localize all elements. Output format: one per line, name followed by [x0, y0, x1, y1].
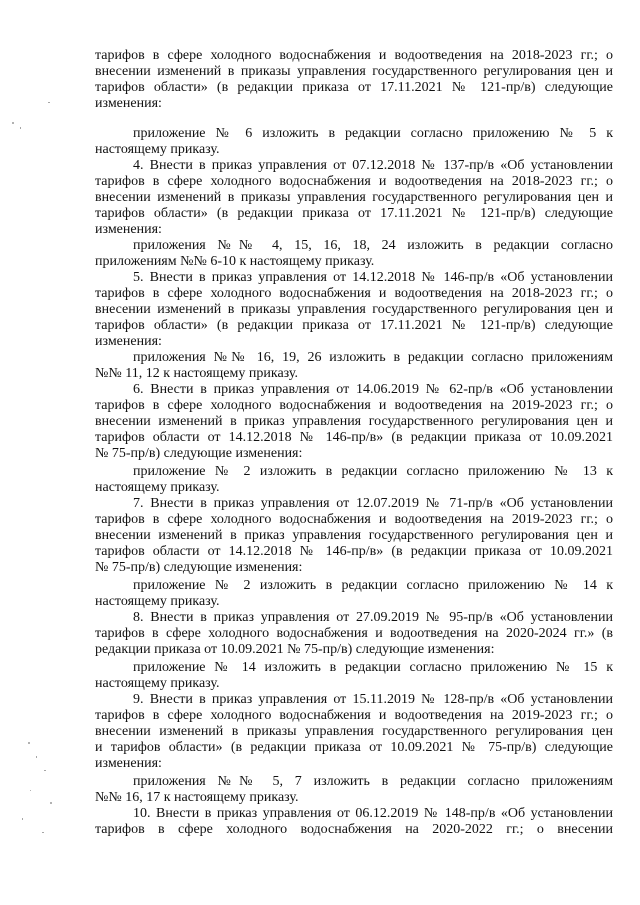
text-line: 5. Внести в приказ управления от 14.12.2018 № 146-пр/в «Об установлении	[133, 270, 613, 285]
text-line: тарифов области» (в редакции приказа от 17.11.2021 № 121-пр/в) следующие	[95, 318, 613, 333]
scan-speck	[12, 122, 14, 124]
text-line: приложение № 14 изложить в редакции согласно приложению № 15 к	[133, 660, 613, 675]
scan-speck	[44, 770, 46, 771]
text-line: тарифов области» (в редакции приказа от 17.11.2021 № 121-пр/в) следующие	[95, 206, 613, 221]
text-line: изменения:	[95, 334, 162, 349]
text-line: внесении изменений в приказы управления государственного регулирования цен	[95, 724, 613, 739]
text-line: приложения №№ 5, 7 изложить в редакции согласно приложениям	[133, 774, 613, 789]
text-line: приложения №№ 4, 15, 16, 18, 24 изложить в редакции согласно	[133, 238, 613, 253]
scan-speck	[50, 802, 52, 804]
scan-speck	[42, 832, 44, 833]
text-line: тарифов в сфере холодного водоснабжения и водоотведения на 2020-2024 гг.» (в	[95, 626, 613, 641]
scan-speck	[36, 756, 37, 758]
text-line: внесении изменений в приказ управления государственного регулирования цен и	[95, 528, 613, 543]
text-line: изменения:	[95, 756, 162, 771]
text-line: тарифов в сфере холодного водоснабжения и водоотведения на 2019-2023 гг.; о	[95, 708, 613, 723]
text-line: настоящему приказу.	[95, 676, 220, 691]
text-line: тарифов в сфере холодного водоснабжения и водоотведения на 2018-2023 гг.; о	[95, 286, 613, 301]
text-line: № 75-пр/в) следующие изменения:	[95, 560, 303, 575]
text-line: настоящему приказу.	[95, 142, 220, 157]
text-line: и тарифов области» (в редакции приказа от 10.09.2021 № 75-пр/в) следующие	[95, 740, 613, 755]
text-line: 6. Внести в приказ управления от 14.06.2019 № 62-пр/в «Об установлении	[133, 382, 613, 397]
text-line: приложениям №№ 6-10 к настоящему приказу.	[95, 254, 375, 269]
scan-speck	[22, 818, 23, 820]
text-line: настоящему приказу.	[95, 480, 220, 495]
text-line: настоящему приказу.	[95, 594, 220, 609]
text-line: тарифов в сфере холодного водоснабжения и водоотведения на 2019-2023 гг.; о	[95, 512, 613, 527]
text-line: редакции приказа от 10.09.2021 № 75-пр/в) следующие изменения:	[95, 642, 495, 657]
text-line: тарифов области от 14.12.2018 № 146-пр/в» (в редакции приказа от 10.09.2021	[95, 544, 613, 559]
text-line: № 75-пр/в) следующие изменения:	[95, 446, 303, 461]
text-line: изменения:	[95, 96, 162, 111]
text-line: тарифов области от 14.12.2018 № 146-пр/в» (в редакции приказа от 10.09.2021	[95, 430, 613, 445]
text-line: №№ 11, 12 к настоящему приказу.	[95, 366, 298, 381]
text-line: тарифов в сфере холодного водоснабжения и водоотведения на 2019-2023 гг.; о	[95, 398, 613, 413]
text-line: 9. Внести в приказ управления от 15.11.2019 № 128-пр/в «Об установлении	[133, 692, 613, 707]
text-line: 7. Внести в приказ управления от 12.07.2019 № 71-пр/в «Об установлении	[133, 496, 613, 511]
text-line: 4. Внести в приказ управления от 07.12.2018 № 137-пр/в «Об установлении	[133, 158, 613, 173]
text-line: изменения:	[95, 222, 162, 237]
text-line: внесении изменений в приказы управления государственного регулирования цен и	[95, 190, 613, 205]
text-line: приложение № 6 изложить в редакции согласно приложению № 5 к	[133, 126, 613, 141]
text-line: внесении изменений в приказы управления государственного регулирования цен и	[95, 64, 613, 79]
text-line: тарифов в сфере холодного водоснабжения и водоотведения на 2018-2023 гг.; о	[95, 48, 613, 63]
text-line: приложение № 2 изложить в редакции согласно приложению № 14 к	[133, 578, 613, 593]
text-line: внесении изменений в приказы управления государственного регулирования цен и	[95, 302, 613, 317]
text-line: тарифов в сфере холодного водоснабжения на 2020-2022 гг.; о внесении	[95, 822, 613, 837]
text-line: тарифов в сфере холодного водоснабжения и водоотведения на 2018-2023 гг.; о	[95, 174, 613, 189]
text-line: приложение № 2 изложить в редакции согласно приложению № 13 к	[133, 464, 613, 479]
scan-speck	[20, 127, 21, 129]
scan-speck	[28, 742, 30, 744]
text-line: №№ 16, 17 к настоящему приказу.	[95, 790, 299, 805]
text-line: 10. Внести в приказ управления от 06.12.2019 № 148-пр/в «Об установлении	[133, 806, 613, 821]
text-line: внесении изменений в приказ управления государственного регулирования цен и	[95, 414, 613, 429]
text-line: 8. Внести в приказ управления от 27.09.2019 № 95-пр/в «Об установлении	[133, 610, 613, 625]
text-line: приложения №№ 16, 19, 26 изложить в редакции согласно приложениям	[133, 350, 613, 365]
scan-speck	[48, 102, 50, 103]
text-line: тарифов области» (в редакции приказа от 17.11.2021 № 121-пр/в) следующие	[95, 80, 613, 95]
scan-speck	[30, 790, 31, 791]
